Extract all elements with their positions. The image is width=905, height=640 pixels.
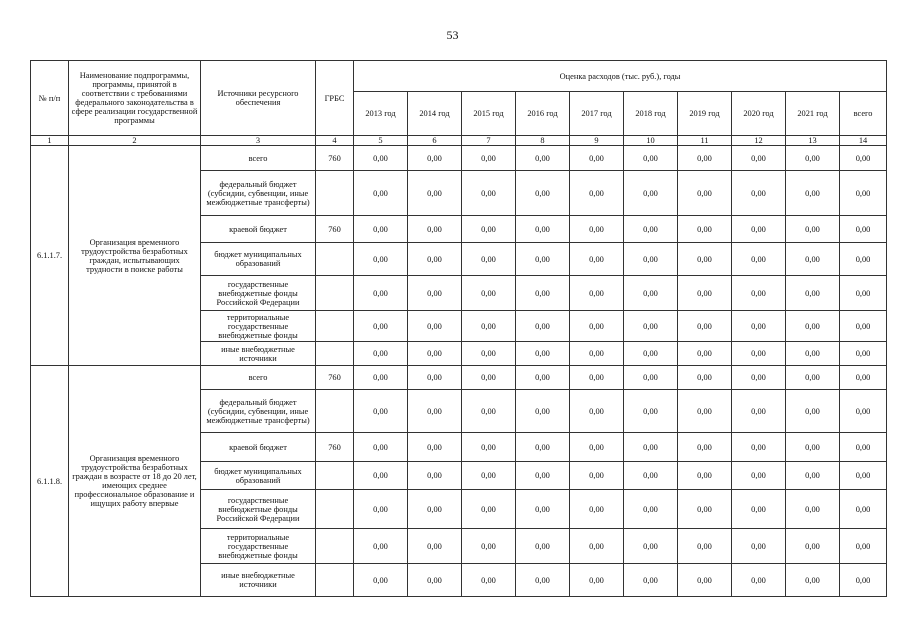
column-number: 5 bbox=[354, 136, 408, 146]
year-header: всего bbox=[840, 92, 887, 136]
expense-value: 0,00 bbox=[354, 366, 408, 390]
expense-value: 0,00 bbox=[408, 311, 462, 342]
column-number: 14 bbox=[840, 136, 887, 146]
expense-value: 0,00 bbox=[570, 390, 624, 433]
expense-value: 0,00 bbox=[786, 146, 840, 171]
table-body bbox=[31, 146, 887, 597]
expense-value: 0,00 bbox=[840, 390, 887, 433]
expense-value: 0,00 bbox=[408, 276, 462, 311]
expense-value: 0,00 bbox=[678, 490, 732, 529]
expense-value: 0,00 bbox=[678, 462, 732, 490]
expense-value: 0,00 bbox=[354, 529, 408, 564]
header-funding-source: Источники ресурсного обеспечения bbox=[201, 61, 316, 136]
expense-value: 0,00 bbox=[570, 564, 624, 597]
expense-value: 0,00 bbox=[516, 390, 570, 433]
expense-value: 0,00 bbox=[516, 490, 570, 529]
year-header: 2014 год bbox=[408, 92, 462, 136]
grbs-code bbox=[316, 390, 354, 433]
expense-value: 0,00 bbox=[354, 146, 408, 171]
grbs-code: 760 bbox=[316, 146, 354, 171]
grbs-code bbox=[316, 311, 354, 342]
expense-value: 0,00 bbox=[408, 216, 462, 243]
funding-source: всего bbox=[201, 146, 316, 171]
expense-value: 0,00 bbox=[408, 366, 462, 390]
year-header: 2015 год bbox=[462, 92, 516, 136]
year-header: 2013 год bbox=[354, 92, 408, 136]
expense-value: 0,00 bbox=[786, 564, 840, 597]
expense-value: 0,00 bbox=[732, 276, 786, 311]
expense-value: 0,00 bbox=[840, 216, 887, 243]
expense-value: 0,00 bbox=[354, 462, 408, 490]
expense-value: 0,00 bbox=[732, 243, 786, 276]
expense-value: 0,00 bbox=[840, 433, 887, 462]
column-number: 11 bbox=[678, 136, 732, 146]
expense-value: 0,00 bbox=[786, 490, 840, 529]
item-number: 6.1.1.8. bbox=[31, 366, 69, 597]
funding-source: государственные внебюджетные фонды Российской Федерации bbox=[201, 490, 316, 529]
expense-value: 0,00 bbox=[624, 433, 678, 462]
grbs-code bbox=[316, 276, 354, 311]
column-number: 12 bbox=[732, 136, 786, 146]
expense-value: 0,00 bbox=[408, 529, 462, 564]
table-header bbox=[31, 61, 887, 146]
year-header: 2019 год bbox=[678, 92, 732, 136]
expense-value: 0,00 bbox=[408, 390, 462, 433]
year-header: 2020 год bbox=[732, 92, 786, 136]
expense-value: 0,00 bbox=[624, 216, 678, 243]
expense-value: 0,00 bbox=[786, 529, 840, 564]
expense-value: 0,00 bbox=[354, 342, 408, 366]
grbs-code bbox=[316, 490, 354, 529]
expense-value: 0,00 bbox=[462, 243, 516, 276]
column-number-row bbox=[31, 136, 887, 146]
expense-value: 0,00 bbox=[516, 171, 570, 216]
expense-value: 0,00 bbox=[516, 342, 570, 366]
expense-value: 0,00 bbox=[516, 146, 570, 171]
expense-value: 0,00 bbox=[408, 243, 462, 276]
expense-value: 0,00 bbox=[516, 462, 570, 490]
item-name: Организация временного трудоустройства безработных граждан в возрасте от 18 до 20 лет, имеющих среднее профессиональное образование и ищущих работу впервые bbox=[69, 366, 201, 597]
year-header: 2017 год bbox=[570, 92, 624, 136]
expense-value: 0,00 bbox=[354, 390, 408, 433]
expense-value: 0,00 bbox=[570, 529, 624, 564]
expense-value: 0,00 bbox=[516, 216, 570, 243]
expense-value: 0,00 bbox=[462, 216, 516, 243]
expense-value: 0,00 bbox=[624, 243, 678, 276]
expense-value: 0,00 bbox=[516, 243, 570, 276]
expense-value: 0,00 bbox=[462, 171, 516, 216]
expense-value: 0,00 bbox=[408, 462, 462, 490]
expense-value: 0,00 bbox=[408, 433, 462, 462]
column-number: 13 bbox=[786, 136, 840, 146]
table-row bbox=[31, 366, 887, 390]
expense-value: 0,00 bbox=[462, 462, 516, 490]
expense-value: 0,00 bbox=[354, 276, 408, 311]
expense-value: 0,00 bbox=[408, 490, 462, 529]
header-grbs: ГРБС bbox=[316, 61, 354, 136]
header-program-name: Наименование подпрограммы, программы, принятой в соответствии с требованиями федерального законодательства в сфере реализации государственной программы bbox=[69, 61, 201, 136]
expense-value: 0,00 bbox=[840, 462, 887, 490]
expense-value: 0,00 bbox=[678, 146, 732, 171]
expense-value: 0,00 bbox=[624, 529, 678, 564]
expense-value: 0,00 bbox=[678, 529, 732, 564]
expense-value: 0,00 bbox=[516, 311, 570, 342]
expense-value: 0,00 bbox=[786, 311, 840, 342]
expense-value: 0,00 bbox=[462, 433, 516, 462]
expense-value: 0,00 bbox=[840, 146, 887, 171]
year-header: 2018 год bbox=[624, 92, 678, 136]
grbs-code: 760 bbox=[316, 433, 354, 462]
expense-value: 0,00 bbox=[516, 433, 570, 462]
expense-value: 0,00 bbox=[732, 366, 786, 390]
expense-value: 0,00 bbox=[570, 276, 624, 311]
column-number: 3 bbox=[201, 136, 316, 146]
expense-value: 0,00 bbox=[462, 146, 516, 171]
expense-value: 0,00 bbox=[840, 366, 887, 390]
expense-value: 0,00 bbox=[624, 366, 678, 390]
expense-value: 0,00 bbox=[570, 462, 624, 490]
expense-value: 0,00 bbox=[732, 146, 786, 171]
expense-value: 0,00 bbox=[840, 243, 887, 276]
expense-value: 0,00 bbox=[462, 276, 516, 311]
expense-value: 0,00 bbox=[786, 216, 840, 243]
column-number: 2 bbox=[69, 136, 201, 146]
grbs-code: 760 bbox=[316, 216, 354, 243]
expense-value: 0,00 bbox=[732, 462, 786, 490]
expense-value: 0,00 bbox=[840, 311, 887, 342]
expense-value: 0,00 bbox=[732, 564, 786, 597]
funding-source: краевой бюджет bbox=[201, 216, 316, 243]
expense-value: 0,00 bbox=[624, 146, 678, 171]
expense-value: 0,00 bbox=[840, 276, 887, 311]
expense-value: 0,00 bbox=[678, 390, 732, 433]
expense-value: 0,00 bbox=[354, 490, 408, 529]
table-row bbox=[31, 146, 887, 171]
expense-value: 0,00 bbox=[354, 564, 408, 597]
expense-value: 0,00 bbox=[462, 342, 516, 366]
funding-source: всего bbox=[201, 366, 316, 390]
expense-value: 0,00 bbox=[678, 342, 732, 366]
expense-value: 0,00 bbox=[570, 342, 624, 366]
column-number: 6 bbox=[408, 136, 462, 146]
funding-source: федеральный бюджет (субсидии, субвенции, иные межбюджетные трансферты) bbox=[201, 171, 316, 216]
funding-source: бюджет муниципальных образований bbox=[201, 243, 316, 276]
expense-value: 0,00 bbox=[516, 564, 570, 597]
expense-value: 0,00 bbox=[786, 390, 840, 433]
budget-table bbox=[30, 60, 887, 597]
grbs-code bbox=[316, 462, 354, 490]
expense-value: 0,00 bbox=[786, 243, 840, 276]
expense-value: 0,00 bbox=[408, 171, 462, 216]
expense-value: 0,00 bbox=[462, 490, 516, 529]
column-number: 4 bbox=[316, 136, 354, 146]
expense-value: 0,00 bbox=[570, 433, 624, 462]
expense-value: 0,00 bbox=[624, 462, 678, 490]
column-number: 9 bbox=[570, 136, 624, 146]
expense-value: 0,00 bbox=[570, 490, 624, 529]
expense-value: 0,00 bbox=[570, 243, 624, 276]
expense-value: 0,00 bbox=[786, 171, 840, 216]
year-header: 2016 год bbox=[516, 92, 570, 136]
funding-source: иные внебюджетные источники bbox=[201, 564, 316, 597]
expense-value: 0,00 bbox=[732, 390, 786, 433]
page-number: 53 bbox=[446, 28, 459, 42]
expense-value: 0,00 bbox=[732, 433, 786, 462]
expense-value: 0,00 bbox=[354, 171, 408, 216]
expense-value: 0,00 bbox=[624, 276, 678, 311]
expense-value: 0,00 bbox=[786, 342, 840, 366]
expense-value: 0,00 bbox=[732, 216, 786, 243]
expense-value: 0,00 bbox=[678, 366, 732, 390]
expense-value: 0,00 bbox=[570, 366, 624, 390]
expense-value: 0,00 bbox=[408, 146, 462, 171]
expense-value: 0,00 bbox=[786, 433, 840, 462]
expense-value: 0,00 bbox=[462, 564, 516, 597]
item-name: Организация временного трудоустройства безработных граждан, испытывающих трудности в поиске работы bbox=[69, 146, 201, 366]
expense-value: 0,00 bbox=[840, 490, 887, 529]
expense-value: 0,00 bbox=[624, 490, 678, 529]
expense-value: 0,00 bbox=[732, 171, 786, 216]
expense-value: 0,00 bbox=[354, 433, 408, 462]
expense-value: 0,00 bbox=[678, 311, 732, 342]
expense-value: 0,00 bbox=[462, 390, 516, 433]
expense-value: 0,00 bbox=[840, 171, 887, 216]
expense-value: 0,00 bbox=[354, 311, 408, 342]
grbs-code: 760 bbox=[316, 366, 354, 390]
expense-value: 0,00 bbox=[732, 490, 786, 529]
expense-value: 0,00 bbox=[840, 564, 887, 597]
grbs-code bbox=[316, 564, 354, 597]
grbs-code bbox=[316, 529, 354, 564]
funding-source: федеральный бюджет (субсидии, субвенции, иные межбюджетные трансферты) bbox=[201, 390, 316, 433]
grbs-code bbox=[316, 342, 354, 366]
expense-value: 0,00 bbox=[516, 366, 570, 390]
expense-value: 0,00 bbox=[516, 529, 570, 564]
expense-value: 0,00 bbox=[354, 216, 408, 243]
funding-source: бюджет муниципальных образований bbox=[201, 462, 316, 490]
expense-value: 0,00 bbox=[786, 462, 840, 490]
expense-value: 0,00 bbox=[462, 311, 516, 342]
funding-source: иные внебюджетные источники bbox=[201, 342, 316, 366]
expense-value: 0,00 bbox=[678, 171, 732, 216]
expense-value: 0,00 bbox=[516, 276, 570, 311]
expense-value: 0,00 bbox=[624, 390, 678, 433]
item-number: 6.1.1.7. bbox=[31, 146, 69, 366]
expense-value: 0,00 bbox=[570, 171, 624, 216]
expense-value: 0,00 bbox=[462, 366, 516, 390]
expense-value: 0,00 bbox=[786, 276, 840, 311]
column-number: 7 bbox=[462, 136, 516, 146]
expense-value: 0,00 bbox=[732, 311, 786, 342]
expense-value: 0,00 bbox=[678, 276, 732, 311]
expense-value: 0,00 bbox=[570, 216, 624, 243]
expense-value: 0,00 bbox=[840, 342, 887, 366]
grbs-code bbox=[316, 243, 354, 276]
expense-value: 0,00 bbox=[408, 342, 462, 366]
expense-value: 0,00 bbox=[678, 433, 732, 462]
expense-value: 0,00 bbox=[732, 529, 786, 564]
column-number: 8 bbox=[516, 136, 570, 146]
expense-value: 0,00 bbox=[570, 146, 624, 171]
expense-value: 0,00 bbox=[678, 564, 732, 597]
funding-source: территориальные государственные внебюджетные фонды bbox=[201, 529, 316, 564]
expense-value: 0,00 bbox=[354, 243, 408, 276]
funding-source: краевой бюджет bbox=[201, 433, 316, 462]
expense-value: 0,00 bbox=[408, 564, 462, 597]
year-header: 2021 год bbox=[786, 92, 840, 136]
grbs-code bbox=[316, 171, 354, 216]
column-number: 10 bbox=[624, 136, 678, 146]
expense-value: 0,00 bbox=[732, 342, 786, 366]
expense-value: 0,00 bbox=[786, 366, 840, 390]
expense-value: 0,00 bbox=[462, 529, 516, 564]
expense-value: 0,00 bbox=[570, 311, 624, 342]
expense-value: 0,00 bbox=[624, 311, 678, 342]
header-number: № п/п bbox=[31, 61, 69, 136]
expense-value: 0,00 bbox=[840, 529, 887, 564]
expense-value: 0,00 bbox=[624, 171, 678, 216]
funding-source: государственные внебюджетные фонды Российской Федерации bbox=[201, 276, 316, 311]
expense-value: 0,00 bbox=[624, 564, 678, 597]
expense-value: 0,00 bbox=[678, 243, 732, 276]
header-estimate: Оценка расходов (тыс. руб.), годы bbox=[354, 61, 887, 92]
expense-value: 0,00 bbox=[678, 216, 732, 243]
funding-source: территориальные государственные внебюджетные фонды bbox=[201, 311, 316, 342]
column-number: 1 bbox=[31, 136, 69, 146]
expense-value: 0,00 bbox=[624, 342, 678, 366]
